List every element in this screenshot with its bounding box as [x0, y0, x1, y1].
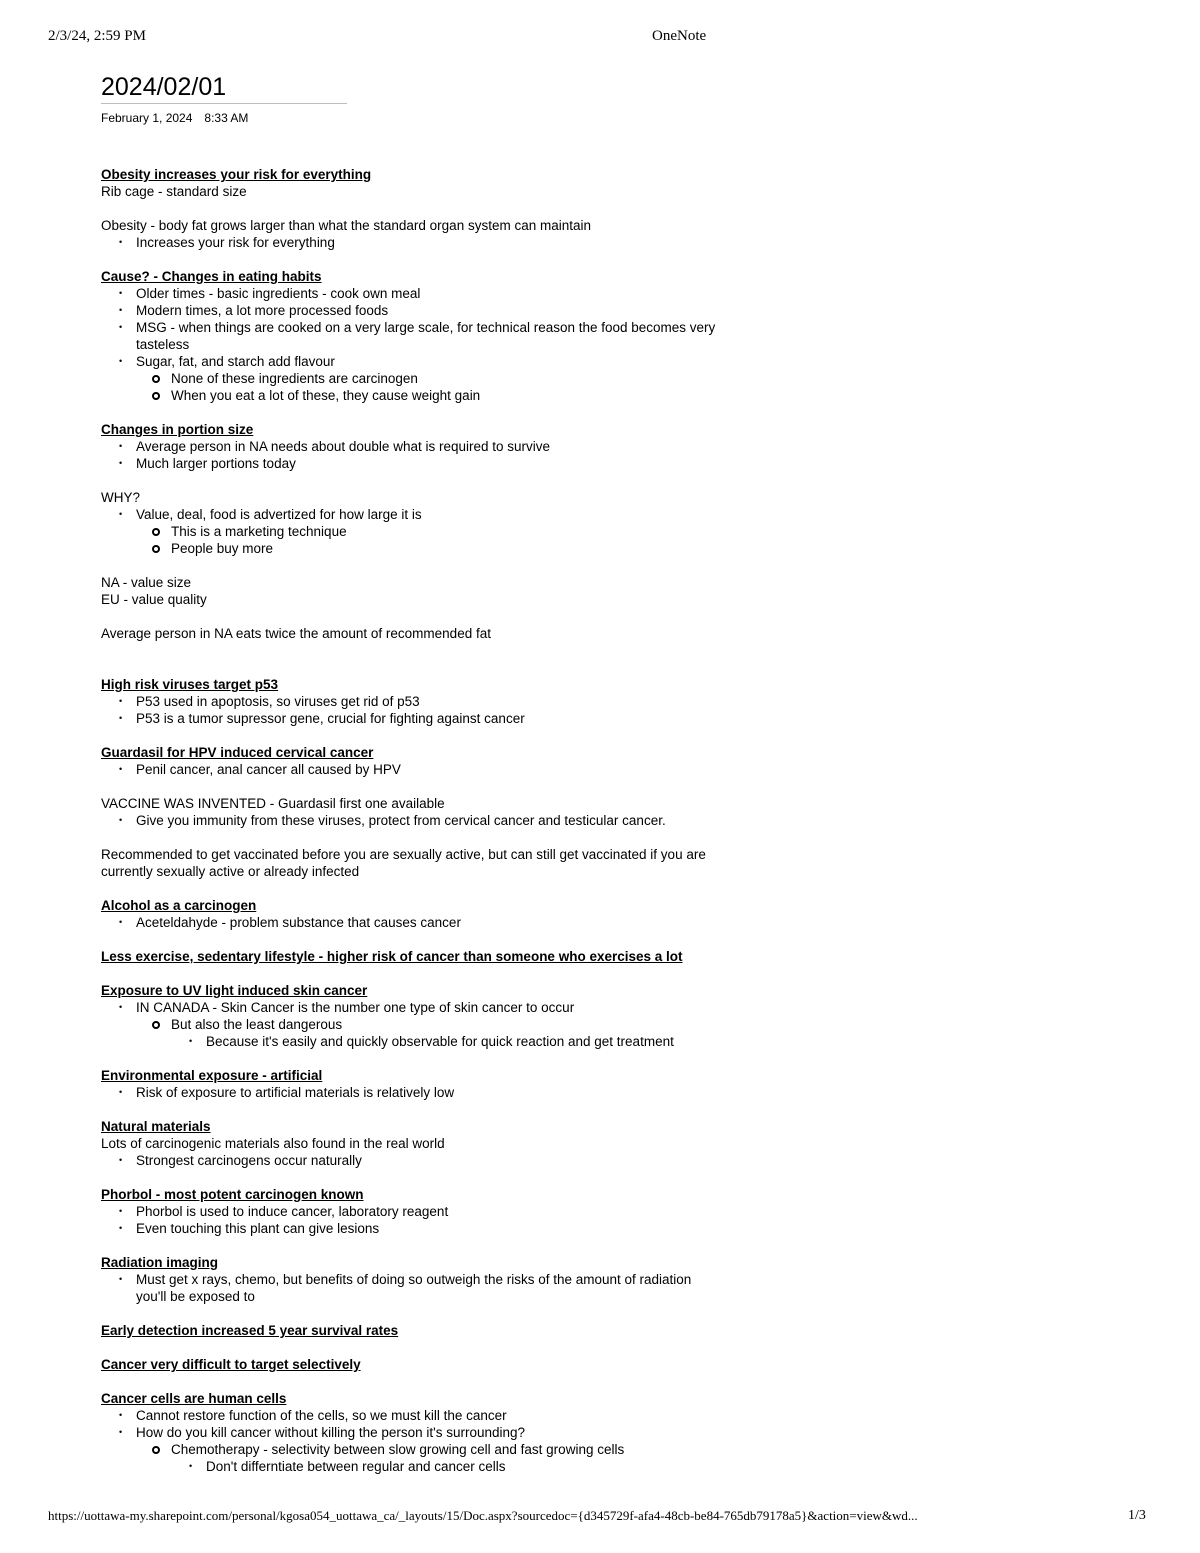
note-text: Average person in NA eats twice the amount of recommended fat: [101, 626, 491, 641]
bullet-item: • Increases your risk for everything: [101, 234, 721, 251]
bullet-item: • Older times - basic ingredients - cook own meal: [101, 285, 721, 302]
sub-bullet-item: Chemotherapy - selectivity between slow growing cell and fast growing cells: [101, 1441, 721, 1458]
sub-sub-bullet-item: • Because it's easily and quickly observable for quick reaction and get treatment: [101, 1033, 721, 1050]
bullet-item: • Phorbol is used to induce cancer, laboratory reagent: [101, 1203, 721, 1220]
note-text: Rib cage - standard size: [101, 184, 247, 199]
bullet-item: • P53 is a tumor supressor gene, crucial for fighting against cancer: [101, 710, 721, 727]
bullet-list: [101, 1203, 721, 1237]
note-text: VACCINE WAS INVENTED - Guardasil first one available: [101, 796, 445, 811]
note-heading: Exposure to UV light induced skin cancer: [101, 983, 368, 998]
note-text: Lots of carcinogenic materials also found in the real world: [101, 1136, 445, 1151]
bullet-item: • Aceteldahyde - problem substance that causes cancer: [101, 914, 721, 931]
bullet-list: [101, 1407, 721, 1475]
bullet-list: [101, 1084, 721, 1101]
bullet-item: • Sugar, fat, and starch add flavour: [101, 353, 721, 370]
note-heading: Early detection increased 5 year survival rates: [101, 1323, 399, 1338]
note-text: NA - value size: [101, 575, 192, 590]
bullet-item: • Risk of exposure to artificial materials is relatively low: [101, 1084, 721, 1101]
note-heading: High risk viruses target p53: [101, 677, 279, 692]
bullet-list: [101, 812, 721, 829]
bullet-item: • MSG - when things are cooked on a very large scale, for technical reason the food becomes very tasteless: [101, 319, 721, 353]
bullet-list: [101, 1271, 721, 1305]
note-text: EU - value quality: [101, 592, 207, 607]
note-heading: Changes in portion size: [101, 422, 254, 437]
sub-sub-bullet-item: • Don't differntiate between regular and cancer cells: [101, 1458, 721, 1475]
bullet-item: • Modern times, a lot more processed foods: [101, 302, 721, 319]
bullet-list: [101, 1152, 721, 1169]
bullet-item: • Much larger portions today: [101, 455, 721, 472]
bullet-list: [101, 914, 721, 931]
note-text: Recommended to get vaccinated before you are sexually active, but can still get vaccinated if you are currently sexually active or already infected: [101, 847, 706, 879]
bullet-item: • Average person in NA needs about double what is required to survive: [101, 438, 721, 455]
page-title-container: [101, 72, 347, 104]
bullet-item: • Give you immunity from these viruses, protect from cervical cancer and testicular cancer.: [101, 812, 721, 829]
note-text: Obesity - body fat grows larger than what the standard organ system can maintain: [101, 218, 592, 233]
bullet-list: [101, 761, 721, 778]
sub-bullet-item: This is a marketing technique: [101, 523, 721, 540]
page-title[interactable]: 2024/02/01: [101, 73, 227, 101]
bullet-list: [101, 999, 721, 1050]
bullet-item: • Cannot restore function of the cells, so we must kill the cancer: [101, 1407, 721, 1424]
bullet-list: [101, 285, 721, 404]
bullet-item: • Penil cancer, anal cancer all caused by HPV: [101, 761, 721, 778]
bullet-list: [101, 506, 721, 557]
bullet-list: [101, 234, 721, 251]
note-heading: Phorbol - most potent carcinogen known: [101, 1187, 364, 1202]
bullet-list: [101, 693, 721, 727]
note-heading: Cancer very difficult to target selectively: [101, 1357, 361, 1372]
note-text: WHY?: [101, 490, 141, 505]
note-heading: Guardasil for HPV induced cervical cancer: [101, 745, 374, 760]
print-app-name: OneNote: [652, 28, 707, 44]
page-number: 1/3: [1128, 1508, 1146, 1523]
note-heading: Alcohol as a carcinogen: [101, 898, 257, 913]
bullet-item: • P53 used in apoptosis, so viruses get rid of p53: [101, 693, 721, 710]
sub-bullet-item: When you eat a lot of these, they cause weight gain: [101, 387, 721, 404]
note-heading: Obesity increases your risk for everything: [101, 167, 372, 182]
bullet-item: • Even touching this plant can give lesions: [101, 1220, 721, 1237]
bullet-item: • Must get x rays, chemo, but benefits of doing so outweigh the risks of the amount of radiation you'll be exposed to: [101, 1271, 721, 1305]
sub-bullet-item: None of these ingredients are carcinogen: [101, 370, 721, 387]
note-heading: Radiation imaging: [101, 1255, 219, 1270]
note-content[interactable]: [101, 166, 721, 1475]
page-meta: [101, 111, 248, 125]
sub-bullet-item: But also the least dangerous: [101, 1016, 721, 1033]
bullet-item: • IN CANADA - Skin Cancer is the number one type of skin cancer to occur: [101, 999, 721, 1016]
bullet-item: • How do you kill cancer without killing the person it's surrounding?: [101, 1424, 721, 1441]
print-datetime: 2/3/24, 2:59 PM: [48, 28, 146, 44]
note-heading: Natural materials: [101, 1119, 211, 1134]
note-heading: Less exercise, sedentary lifestyle - higher risk of cancer than someone who exercises a lot: [101, 949, 683, 964]
bullet-list: [101, 438, 721, 472]
bullet-item: • Strongest carcinogens occur naturally: [101, 1152, 721, 1169]
bullet-item: • Value, deal, food is advertized for how large it is: [101, 506, 721, 523]
sub-bullet-item: People buy more: [101, 540, 721, 557]
note-heading: Cause? - Changes in eating habits: [101, 269, 322, 284]
note-heading: Cancer cells are human cells: [101, 1391, 287, 1406]
print-url: https://uottawa-my.sharepoint.com/personal/kgosa054_uottawa_ca/_layouts/15/Doc.aspx?sourcedoc={d345729f-afa4-48cb-be84-765db79178a5}&action=view&wd...: [48, 1508, 918, 1523]
note-heading: Environmental exposure - artificial: [101, 1068, 323, 1083]
page-time: 8:33 AM: [204, 111, 249, 125]
page-date: February 1, 2024: [101, 111, 193, 125]
